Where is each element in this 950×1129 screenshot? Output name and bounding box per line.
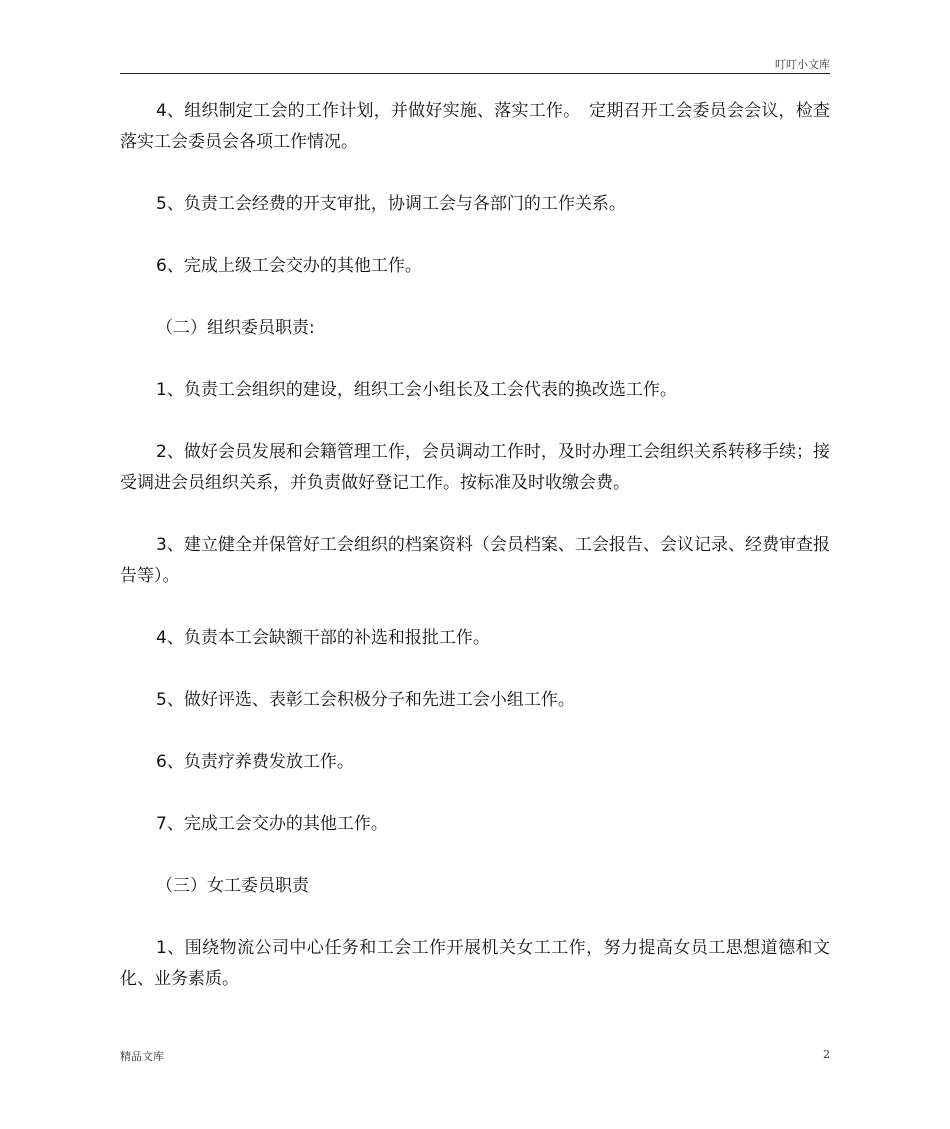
paragraph: 1、负责工会组织的建设，组织工会小组长及工会代表的换改选工作。 xyxy=(156,380,677,400)
paragraph: 2、做好会员发展和会籍管理工作，会员调动工作时，及时办理工会组织关系转移手续；接受调进会员组织关系，并负责做好登记工作。按标准及时收缴会费。 xyxy=(120,442,830,493)
footer-library-name: 精品文库 xyxy=(120,1050,164,1063)
paragraph: 5、负责工会经费的开支审批，协调工会与各部门的工作关系。 xyxy=(156,194,626,214)
section-heading: （二）组织委员职责: xyxy=(156,318,315,338)
page-number: 2 xyxy=(823,1048,830,1061)
page-footer xyxy=(120,1048,830,1064)
paragraph: 7、完成工会交办的其他工作。 xyxy=(156,814,388,834)
section-heading: （三）女工委员职责 xyxy=(156,876,309,896)
paragraph: 4、负责本工会缺额干部的补选和报批工作。 xyxy=(156,628,490,648)
header-site-name: 叮叮小文库 xyxy=(775,58,830,71)
paragraph: 3、建立健全并保管好工会组织的档案资料（会员档案、工会报告、会议记录、经费审查报告等）。 xyxy=(120,535,830,586)
document-body xyxy=(120,96,830,995)
paragraph: 5、做好评选、表彰工会积极分子和先进工会小组工作。 xyxy=(156,690,575,710)
paragraph: 6、完成上级工会交办的其他工作。 xyxy=(156,256,422,276)
paragraph: 4、组织制定工会的工作计划，并做好实施、落实工作。 定期召开工会委员会会议，检查落实工会委员会各项工作情况。 xyxy=(120,101,830,152)
paragraph: 6、负责疗养费发放工作。 xyxy=(156,752,354,772)
page-header xyxy=(120,56,830,74)
paragraph: 1、围绕物流公司中心任务和工会工作开展机关女工工作，努力提高女员工思想道德和文化、业务素质。 xyxy=(120,938,830,989)
